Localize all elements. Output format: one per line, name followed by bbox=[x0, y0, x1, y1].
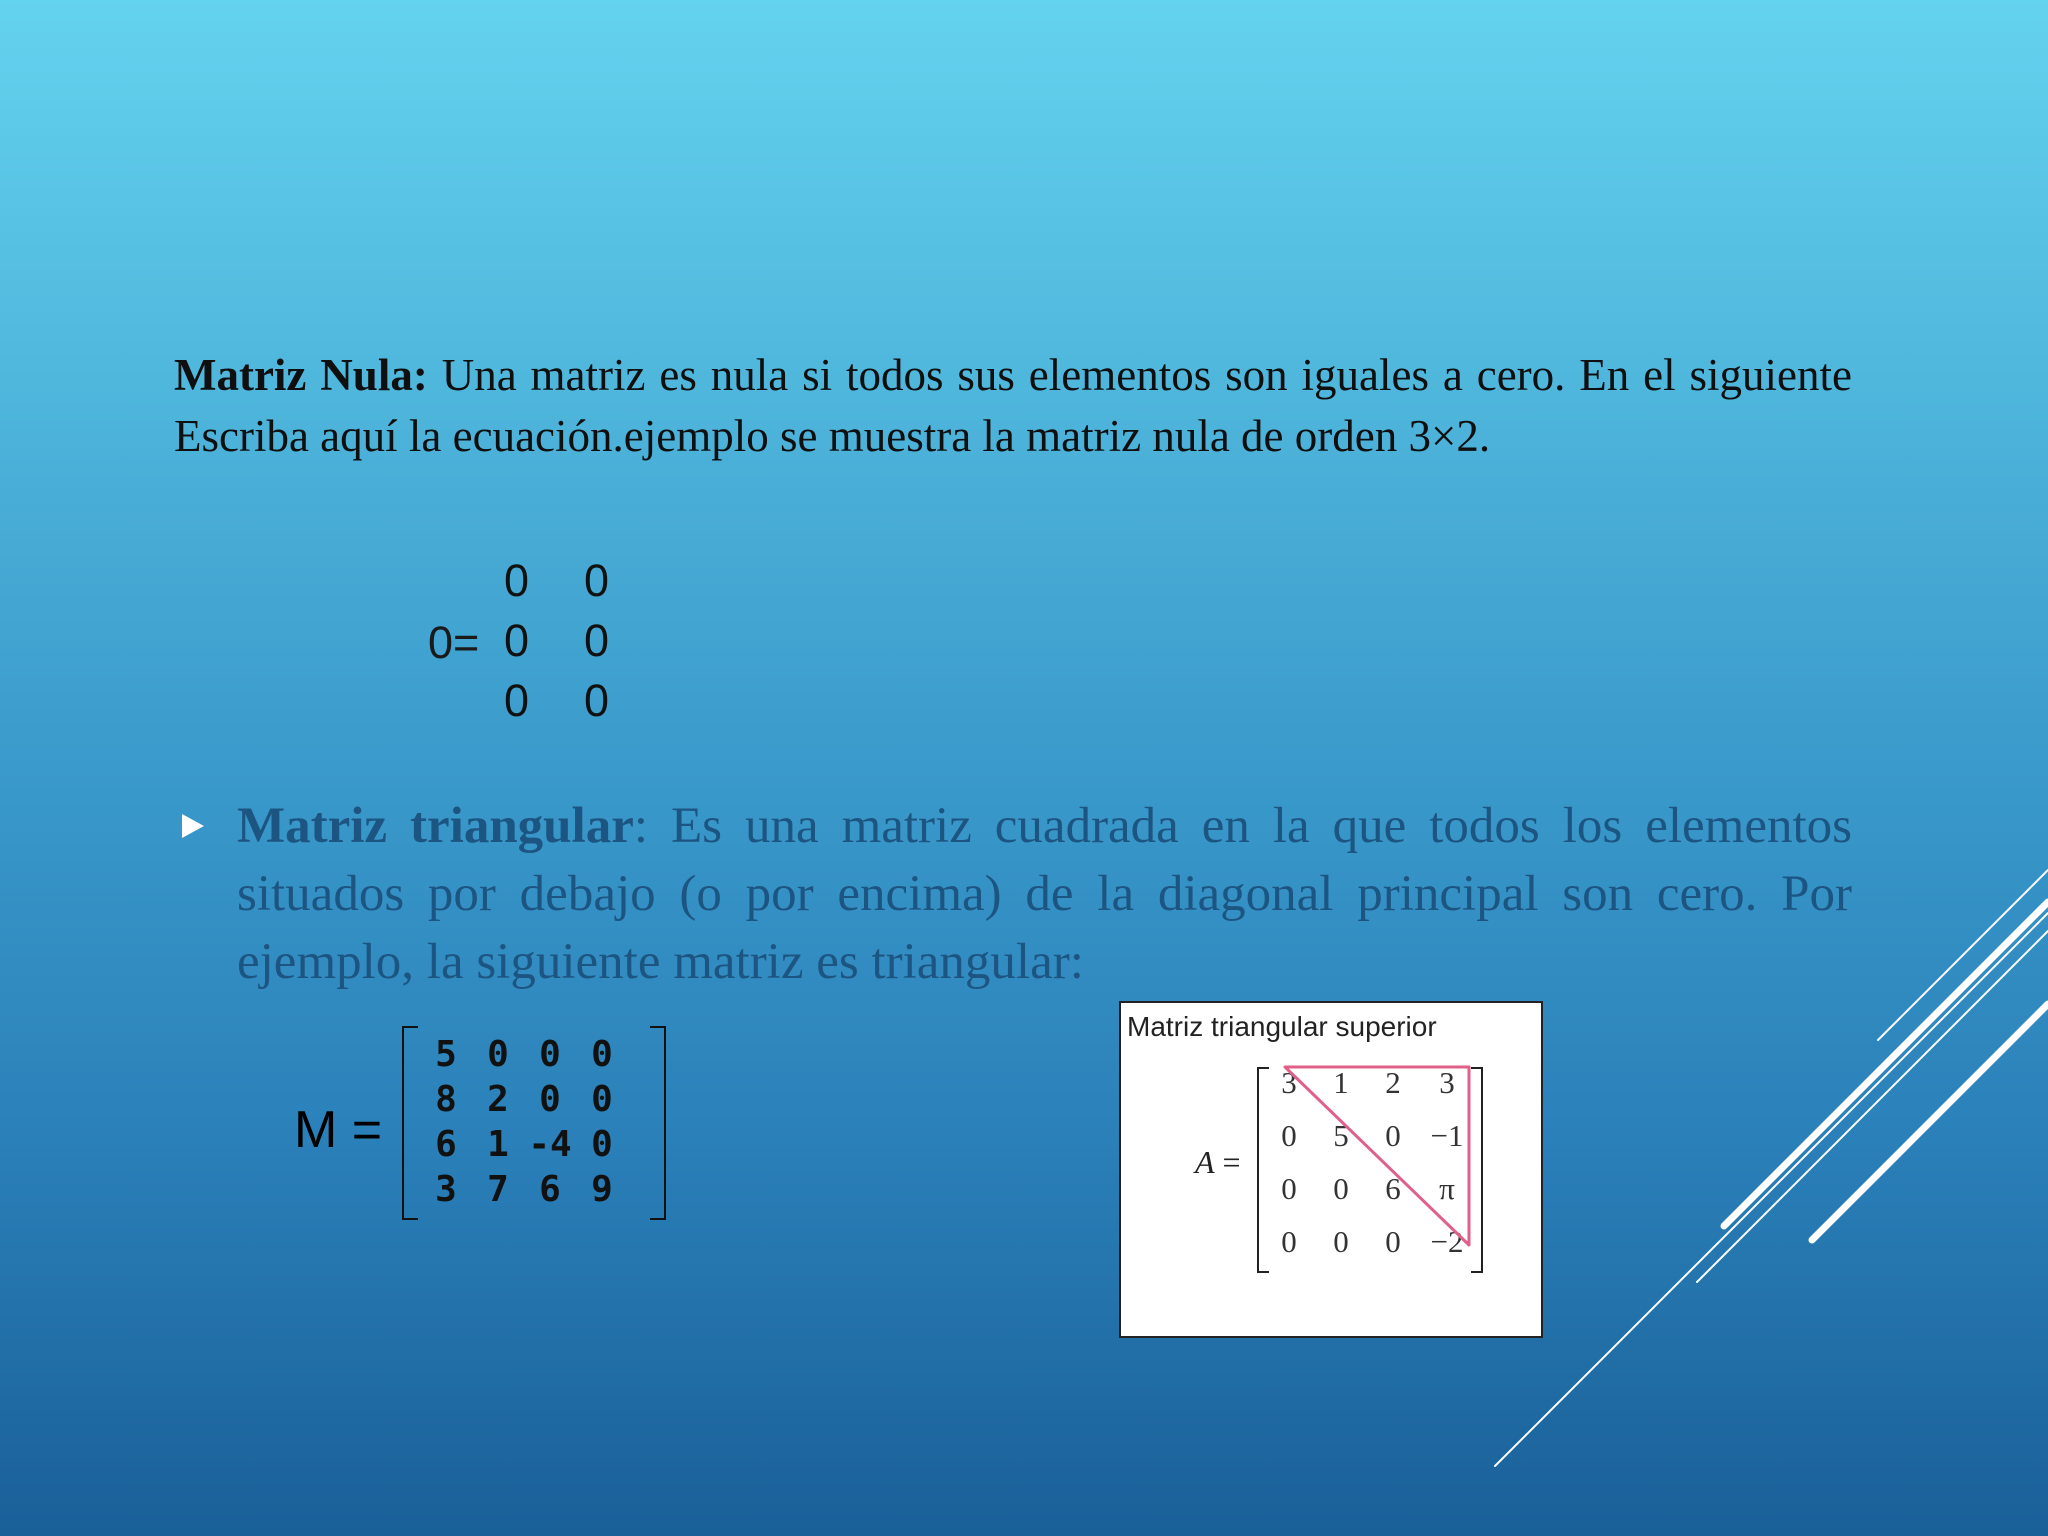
matrix-cell: 5 bbox=[1333, 1118, 1349, 1153]
figure-title: Matriz triangular superior bbox=[1127, 1011, 1437, 1042]
matrix-cell: 0 bbox=[1385, 1224, 1401, 1259]
matrix-cell: 0 bbox=[1281, 1171, 1297, 1206]
example-matrix-label: M = bbox=[294, 1101, 383, 1159]
upper-triangle-shape bbox=[1285, 1067, 1469, 1245]
matrix-cell: 0 bbox=[504, 555, 530, 606]
left-bracket bbox=[402, 1026, 418, 1220]
null-matrix-text: Una matriz es nula si todos sus elementos son iguales a cero. En el siguiente Escriba aquí la ecuación.ejemplo se muestra la matriz nula de orden 3×2. bbox=[174, 350, 1852, 461]
matrix-cell: 8 bbox=[435, 1079, 457, 1120]
matrix-cell: -4 bbox=[528, 1124, 572, 1165]
matrix-cell: 6 bbox=[1385, 1171, 1401, 1206]
matrix-cell: 6 bbox=[435, 1124, 457, 1165]
triangular-matrix-text: : Es una matriz cuadrada en la que todos los elementos situados por debajo (o por encima) de la diagonal principal son cero. Por ejemplo, la siguiente matriz es triangular: bbox=[237, 798, 1852, 990]
matrix-cell: 0 bbox=[1281, 1224, 1297, 1259]
matrix-cell: 0 bbox=[1281, 1118, 1297, 1153]
matrix-cell: 0 bbox=[584, 675, 610, 726]
null-matrix-equation bbox=[428, 555, 658, 740]
null-matrix-label: 0= bbox=[428, 617, 480, 668]
matrix-cell: 0 bbox=[1333, 1171, 1349, 1206]
matrix-cell: 2 bbox=[1385, 1065, 1401, 1100]
example-matrix bbox=[420, 1034, 628, 1214]
matrix-cell: 0 bbox=[591, 1034, 613, 1075]
figure-matrix-eq: = bbox=[1214, 1144, 1241, 1180]
matrix-cell: 1 bbox=[487, 1124, 509, 1165]
figure-matrix-var: A bbox=[1195, 1144, 1215, 1180]
matrix-cell: 0 bbox=[584, 615, 610, 666]
triangular-matrix-paragraph bbox=[237, 792, 1852, 996]
matrix-cell: 0 bbox=[539, 1034, 561, 1075]
matrix-cell: 0 bbox=[1333, 1224, 1349, 1259]
null-matrix bbox=[504, 555, 664, 735]
matrix-cell: 6 bbox=[539, 1169, 561, 1210]
matrix-cell: 3 bbox=[1281, 1065, 1297, 1100]
matrix-cell: −2 bbox=[1430, 1224, 1464, 1259]
matrix-cell: 0 bbox=[539, 1079, 561, 1120]
matrix-cell: 9 bbox=[591, 1169, 613, 1210]
matrix-cell: 0 bbox=[487, 1034, 509, 1075]
upper-triangular-figure bbox=[1119, 1001, 1543, 1338]
matrix-cell: 0 bbox=[591, 1124, 613, 1165]
null-matrix-title: Matriz Nula: bbox=[174, 350, 428, 400]
lower-triangular-example bbox=[292, 1020, 672, 1225]
matrix-cell: 0 bbox=[591, 1079, 613, 1120]
matrix-cell: π bbox=[1439, 1171, 1455, 1206]
matrix-cell: 0 bbox=[1385, 1118, 1401, 1153]
matrix-cell: 1 bbox=[1333, 1065, 1349, 1100]
matrix-cell: 7 bbox=[487, 1169, 509, 1210]
null-matrix-paragraph bbox=[174, 345, 1852, 467]
matrix-cell: 5 bbox=[435, 1034, 457, 1075]
right-bracket bbox=[650, 1026, 666, 1220]
matrix-cell: 3 bbox=[1439, 1065, 1455, 1100]
triangle-right-icon bbox=[182, 814, 204, 838]
matrix-cell: 0 bbox=[584, 555, 610, 606]
matrix-cell: −1 bbox=[1430, 1118, 1464, 1153]
matrix-cell: 3 bbox=[435, 1169, 457, 1210]
triangle-outline bbox=[1121, 1003, 1541, 1336]
matrix-cell: 0 bbox=[504, 615, 530, 666]
matrix-cell: 2 bbox=[487, 1079, 509, 1120]
matrix-cell: 0 bbox=[504, 675, 530, 726]
triangular-matrix-title: Matriz triangular bbox=[237, 798, 634, 854]
